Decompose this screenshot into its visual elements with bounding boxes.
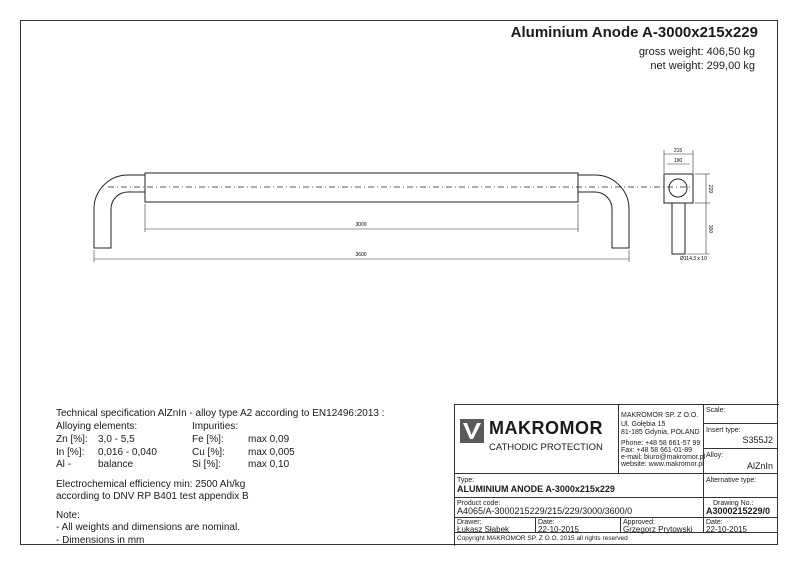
company-address: 81-185 Gdynia, POLAND (621, 429, 700, 436)
company-address: Ul. Gołębia 15 (621, 421, 666, 428)
drawing-no-label: Drawing No.: (713, 500, 754, 507)
company-fax: Fax: +48 58 661-01-89 (621, 447, 693, 454)
impurity-value: max 0,10 (248, 459, 290, 470)
product-code-value: A4065/A-3000215229/215/229/3000/3600/0 (457, 506, 633, 516)
date-value: 22-10-2015 (706, 525, 747, 534)
dim-300-label: 300 (707, 224, 713, 234)
alloy-element: In [%]: (56, 447, 85, 458)
note-title: Note: (56, 510, 80, 521)
makromor-logo-icon (460, 419, 484, 443)
alloying-header: Alloying elements: (56, 421, 138, 432)
pipe-left (94, 175, 145, 248)
impurity-value: max 0,005 (248, 447, 295, 458)
type-label: Type: (457, 477, 475, 484)
dim-pipe-label: Ø114,3 x 10 (680, 256, 707, 262)
drawer-value: Łukasz Słabek (457, 525, 510, 534)
efficiency-line: Electrochemical efficiency min: 2500 Ah/kg (56, 479, 246, 490)
alloy-element: Al - (56, 459, 71, 470)
company-name: MAKROMOR SP. Z O.O. (621, 412, 699, 419)
side-view (664, 174, 693, 254)
product-code-label: Product code: (457, 500, 501, 507)
spec-title: Technical specification AlZnIn - alloy type A2 according to EN12496:2013 : (56, 408, 385, 419)
scale-label: Scale: (706, 407, 726, 414)
type-value: ALUMINIUM ANODE A-3000x215x229 (457, 484, 615, 494)
date-label: Date: (538, 519, 555, 526)
dim-215-label: 215 (673, 148, 683, 154)
alloy-value: 3,0 - 5,5 (98, 434, 135, 445)
company-website: website: www.makromor.pl (621, 461, 704, 468)
alloy-element: Zn [%]: (56, 434, 88, 445)
logo-text: MAKROMOR (489, 418, 603, 438)
drawing-no-value: A3000215229/0 (706, 506, 771, 516)
logo-subtitle: CATHODIC PROTECTION (489, 442, 603, 453)
date-label: Date: (706, 519, 723, 526)
alloy-value: 0,016 - 0,040 (98, 447, 157, 458)
date-value: 22-10-2015 (538, 525, 579, 534)
drawer-label: Drawer: (457, 519, 482, 526)
alternative-type-label: Alternative type: (706, 477, 757, 484)
impurity-element: Fe [%]: (192, 434, 224, 445)
approved-label: Approved: (623, 519, 655, 526)
insert-type-label: Insert type: (706, 427, 741, 434)
approved-value: Grzegorz Prytowski (623, 525, 693, 534)
note-item: - All weights and dimensions are nominal. (56, 522, 240, 533)
gross-weight: gross weight: 406,50 kg (638, 46, 755, 58)
alloy-label: Alloy: (706, 452, 724, 459)
impurity-value: max 0,09 (248, 434, 290, 445)
page-title: Aluminium Anode A-3000x215x229 (510, 24, 758, 41)
dim-3600-label: 3600 (355, 252, 367, 258)
impurity-element: Cu [%]: (192, 447, 225, 458)
impurity-element: Si [%]: (192, 459, 221, 470)
dim-190-label: 190 (673, 158, 683, 164)
company-phone: Phone: +48 58 661-57 99 (621, 440, 701, 447)
net-weight: net weight: 299,00 kg (650, 60, 755, 72)
alloy-value: AlZnIn (746, 461, 773, 471)
alloy-value: balance (98, 459, 134, 470)
anode-body (145, 173, 578, 202)
copyright: Copyright MAKROMOR SP. Z O.O. 2015 all rights reserved (457, 535, 628, 542)
insert-type-value: S355J2 (742, 435, 773, 445)
company-email: e-mail: biuro@makromor.pl (621, 454, 706, 461)
pipe-right (578, 175, 629, 248)
dim-229-label: 229 (707, 184, 713, 194)
impurities-header: Impurities: (192, 421, 239, 432)
efficiency-standard: according to DNV RP B401 test appendix B (56, 491, 249, 502)
note-item: - Dimensions in mm (56, 535, 145, 546)
dim-3000-label: 3000 (355, 222, 367, 228)
